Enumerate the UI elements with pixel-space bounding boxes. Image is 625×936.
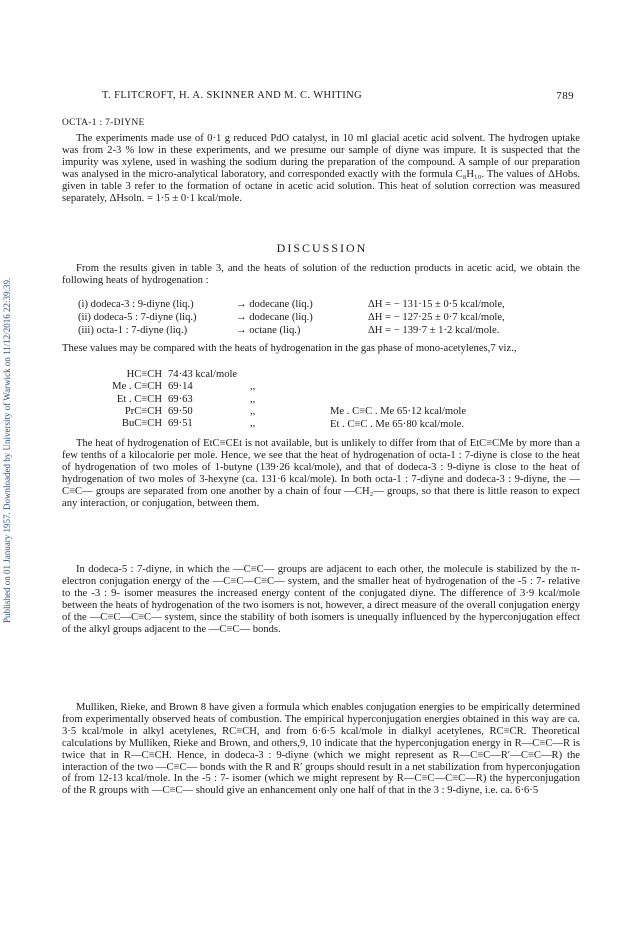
section-heading: OCTA-1 : 7-DIYNE: [62, 118, 145, 128]
dialkyl-acetylene-heats: [330, 406, 580, 431]
heat-value: 65·12 kcal/mole: [396, 406, 467, 417]
ditto-mark: ,,: [250, 381, 256, 393]
compound: Et . C≡C . Me: [330, 418, 390, 430]
heat-row: [330, 419, 580, 432]
heat-row: [102, 394, 322, 406]
ditto-mark: ,,: [250, 393, 256, 405]
heat-value: 74·43 kcal/mole: [168, 369, 238, 380]
compound: HC≡CH: [126, 369, 162, 380]
paragraph-dodeca-5-7-diyne: In dodeca-5 : 7-diyne, in which the —C≡C— groups are adjacent to each other, the molecule is stabilized by the π-electron conjugation energy of the —C≡C—C≡C— system, and the smaller heat of hydrogenation of the -5 : 7- relative to the -3 : 9- isomer measures the increased energy content of the conjugated diyne. The difference of 3·9 kcal/mole between the heats of hydrogenation of the two isomers is not, however, a direct measure of the overall conjugation energy of the —C≡C—C≡C— system, since the stability of both isomers is unequally influenced by the hyperconjugation effect of the alkyl groups adjacent to the —C≡C— bonds.: [62, 564, 580, 635]
heat-row: [102, 406, 322, 418]
intro-paragraph: The experiments made use of 0·1 g reduced PdO catalyst, in 10 ml glacial acetic acid solvent. The hydrogen uptake was from 2-3 % low in these experiments, and we presume our sample of diyne was impure. It is suspected that the impurity was xylene, used in washing the sodium during the preparation of the compound. A sample of our preparation was analysed in the micro-analytical laboratory, and corresponded exactly with the formula C₈H₁₀. The values of ΔHobs. given in table 3 refer to the formation of octane in acetic acid solution. This heat of solution correction was measured separately, ΔHsoln. = 1·5 ± 0·1 kcal/mole.: [62, 133, 580, 204]
mono-acetylene-heats: [102, 369, 322, 430]
page-header: [62, 90, 582, 104]
ditto-mark: ,,: [250, 405, 256, 417]
equation-3: [78, 325, 578, 338]
heat-value: 69·50: [168, 405, 193, 417]
ditto-mark: ,,: [250, 418, 256, 430]
equation-1-reactant: (i) dodeca-3 : 9-diyne (liq.): [78, 299, 194, 310]
page-number: 789: [556, 90, 574, 102]
equation-1-enthalpy: ΔH = − 131·15 ± 0·5 kcal/mole,: [368, 299, 505, 310]
running-title: T. FLITCROFT, H. A. SKINNER AND M. C. WHITING: [102, 90, 363, 101]
equation-3-enthalpy: ΔH = − 139·7 ± 1·2 kcal/mole.: [368, 325, 500, 336]
discussion-intro: From the results given in table 3, and the heats of solution of the reduction products in acetic acid, we obtain the following heats of hydrogenation :: [62, 263, 580, 286]
heat-row: [102, 381, 322, 393]
equation-1-product: → dodecane (liq.): [236, 299, 313, 310]
heat-row: [102, 369, 322, 381]
equation-2-product: → dodecane (liq.): [236, 312, 313, 323]
download-provenance-note: Published on 01 January 1957. Downloaded by University of Warwick on 11/12/2016 22:39:39.: [2, 277, 12, 623]
equation-1: [78, 299, 578, 312]
discussion-heading: DISCUSSION: [276, 241, 368, 255]
paragraph-mulliken: Mulliken, Rieke, and Brown 8 have given a formula which enables conjugation energies to be empirically determined from experimentally observed heats of combustion. The empirical hyperconjugation energies obtained in this way are ca. 3·5 kcal/mole in alkyl acetylenes, RC≡CH, and from 6·6·5 kcal/mole in dialkyl acetylenes, RC≡CR. Theoretical calculations by Mulliken, Rieke and Brown, and others,9, 10 indicate that the hyperconjugation energy in R—C≡C—R is twice that in R—C≡CH. Hence, in dodeca-3 : 9-diyne (which we might represent as R—C≡C—R′—C≡C—R) the interaction of the two —C≡C— bonds with the R and R′ groups should result in a net stabilization from hyperconjugation of from 12-13 kcal/mole. In the -5 : 7- isomer (which we might represent by R—C≡C—C≡C—R) the hyperconjugation of the R groups with —C≡C— should give an enhancement only one half of that in the 3 : 9-diyne, i.e. ca. 6·6·5: [62, 702, 580, 797]
heat-row: [102, 418, 322, 430]
equation-3-product: → octane (liq.): [236, 325, 301, 336]
paragraph-heat-comparison: The heat of hydrogenation of EtC≡CEt is not available, but is unlikely to differ from that of EtC≡CMe by more than a few tenths of a kilocalorie per mole. Hence, we see that the heat of hydrogenation of octa-1 : 7-diyne is close to the heat of hydrogenation of two moles of 1-butyne (139·26 kcal/mole), and that of dodeca-3 : 9-diyne is close to the heat of hydrogenation of two moles of 3-hexyne (ca. 131·6 kcal/mole). In both octa-1 : 7-diyne and dodeca-3 : 9-diyne, the —C≡C— groups are separated from one another by a chain of four —CH₂— groups, so that there is little reason to expect any interaction, or conjugation, between them.: [62, 438, 580, 509]
heat-value: 69·14: [168, 381, 193, 393]
compound: Me . C≡C . Me: [330, 406, 395, 417]
comparison-text: These values may be compared with the heats of hydrogenation in the gas phase of mono-acetylenes,7 viz.,: [62, 343, 517, 354]
equation-2-reactant: (ii) dodeca-5 : 7-diyne (liq.): [78, 312, 197, 323]
equation-2-enthalpy: ΔH = − 127·25 ± 0·7 kcal/mole,: [368, 312, 505, 323]
compound: Me . C≡CH: [112, 381, 162, 393]
equation-3-reactant: (iii) octa-1 : 7-diyne (liq.): [78, 325, 188, 336]
heat-row: [330, 406, 580, 419]
compound: Et . C≡CH: [116, 393, 162, 405]
heat-value: 69·63: [168, 393, 193, 405]
heat-value: 69·51: [168, 418, 193, 430]
heat-value: 65·80 kcal/mole.: [392, 418, 464, 430]
compound: PrC≡CH: [124, 405, 162, 417]
compound: BuC≡CH: [121, 418, 162, 430]
equation-2: [78, 312, 578, 325]
